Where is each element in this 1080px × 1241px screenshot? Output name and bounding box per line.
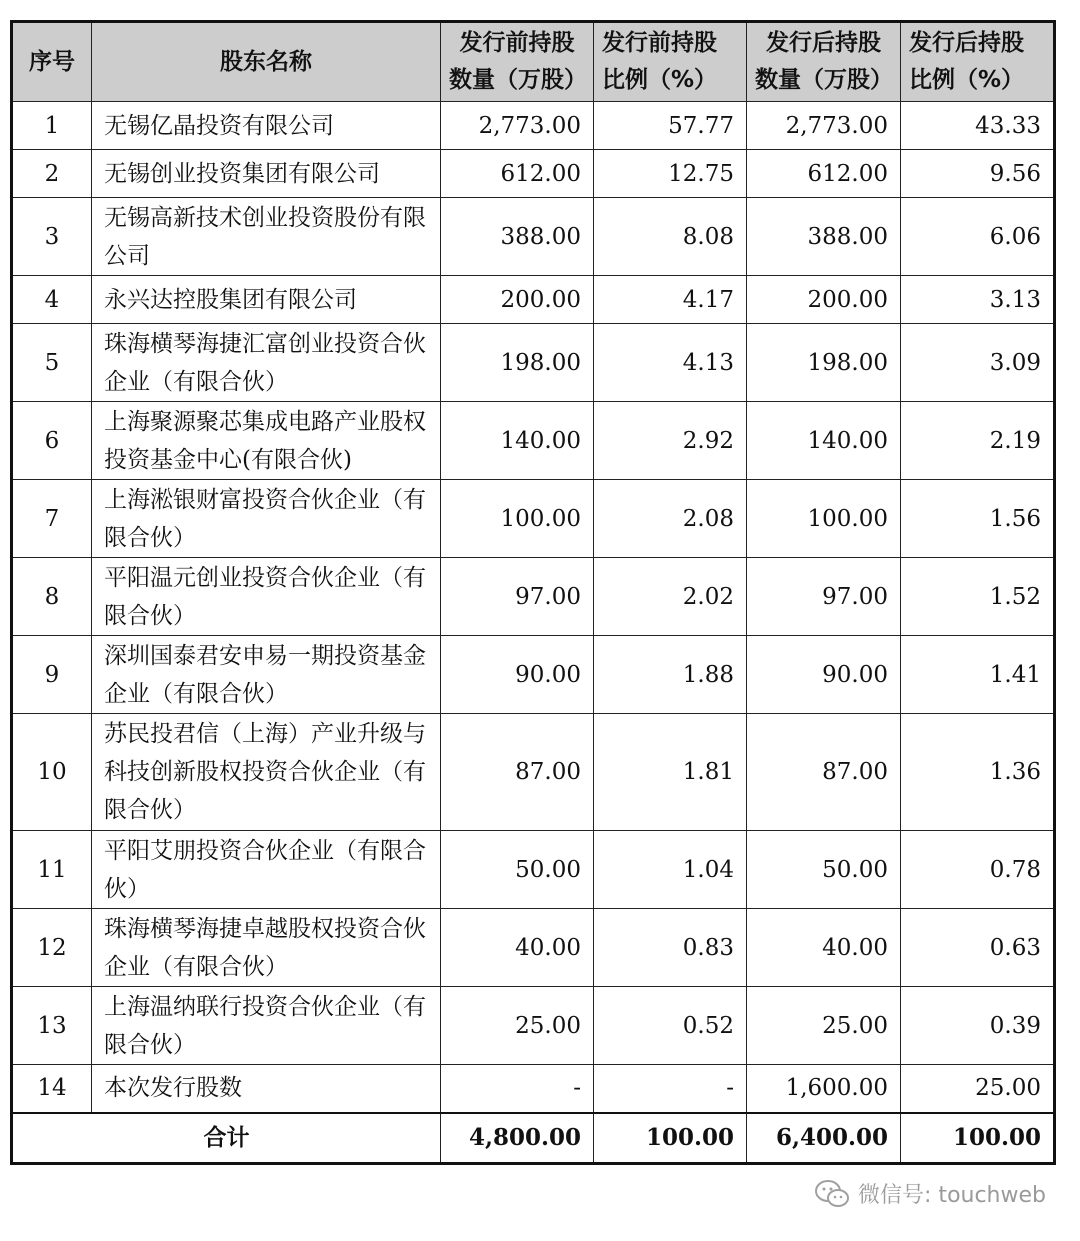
row-post-qty: 200.00 [747,276,901,324]
total-pre-pct: 100.00 [594,1113,747,1164]
row-no: 9 [12,636,92,714]
watermark [814,1178,1046,1209]
row-pre-qty: 90.00 [441,636,594,714]
row-post-pct: 0.39 [901,987,1055,1065]
table-row [12,714,1055,831]
header-post-pct: 发行后持股比例（%） [901,22,1055,102]
total-pre-qty: 4,800.00 [441,1113,594,1164]
table-row [12,831,1055,909]
row-no: 2 [12,150,92,198]
row-name: 本次发行股数 [92,1065,441,1113]
row-no: 11 [12,831,92,909]
row-pre-qty: 140.00 [441,402,594,480]
row-name: 无锡亿晶投资有限公司 [92,102,441,150]
table-row [12,402,1055,480]
row-no: 7 [12,480,92,558]
row-post-pct: 1.52 [901,558,1055,636]
row-pre-pct: 2.02 [594,558,747,636]
row-pre-qty: 100.00 [441,480,594,558]
row-name: 无锡高新技术创业投资股份有限公司 [92,198,441,276]
row-post-qty: 612.00 [747,150,901,198]
row-name: 深圳国泰君安申易一期投资基金企业（有限合伙） [92,636,441,714]
row-post-pct: 1.36 [901,714,1055,831]
row-pre-qty: 388.00 [441,198,594,276]
shareholder-table [10,20,1056,1165]
row-pre-pct: 2.08 [594,480,747,558]
total-post-pct: 100.00 [901,1113,1055,1164]
table-row [12,987,1055,1065]
row-name: 永兴达控股集团有限公司 [92,276,441,324]
table-row [12,558,1055,636]
row-post-pct: 1.56 [901,480,1055,558]
row-pre-pct: 0.52 [594,987,747,1065]
row-pre-pct: 4.17 [594,276,747,324]
header-post-qty: 发行后持股数量（万股） [747,22,901,102]
header-name: 股东名称 [92,22,441,102]
table-row [12,909,1055,987]
row-post-qty: 388.00 [747,198,901,276]
total-label: 合计 [12,1113,441,1164]
row-post-qty: 50.00 [747,831,901,909]
row-pre-pct: 12.75 [594,150,747,198]
row-pre-qty: 25.00 [441,987,594,1065]
row-post-qty: 100.00 [747,480,901,558]
row-post-qty: 25.00 [747,987,901,1065]
row-pre-qty: 87.00 [441,714,594,831]
row-no: 4 [12,276,92,324]
row-pre-pct: 0.83 [594,909,747,987]
row-post-pct: 6.06 [901,198,1055,276]
row-pre-pct: 1.81 [594,714,747,831]
row-pre-pct: - [594,1065,747,1113]
row-no: 14 [12,1065,92,1113]
row-pre-qty: 2,773.00 [441,102,594,150]
row-post-pct: 0.78 [901,831,1055,909]
watermark-text: 微信号: touchweb [858,1183,1046,1208]
row-pre-qty: 612.00 [441,150,594,198]
row-post-pct: 0.63 [901,909,1055,987]
table-row [12,198,1055,276]
row-no: 12 [12,909,92,987]
row-post-pct: 43.33 [901,102,1055,150]
row-post-qty: 2,773.00 [747,102,901,150]
row-pre-qty: 198.00 [441,324,594,402]
table-row [12,1065,1055,1113]
row-post-qty: 97.00 [747,558,901,636]
row-pre-pct: 57.77 [594,102,747,150]
row-post-qty: 40.00 [747,909,901,987]
row-pre-pct: 2.92 [594,402,747,480]
row-post-qty: 90.00 [747,636,901,714]
row-post-qty: 87.00 [747,714,901,831]
header-pre-qty: 发行前持股数量（万股） [441,22,594,102]
row-name: 珠海横琴海捷汇富创业投资合伙企业（有限合伙） [92,324,441,402]
row-name: 上海聚源聚芯集成电路产业股权投资基金中心(有限合伙) [92,402,441,480]
row-no: 6 [12,402,92,480]
table-row [12,480,1055,558]
table-row [12,636,1055,714]
row-post-pct: 3.13 [901,276,1055,324]
row-pre-qty: 97.00 [441,558,594,636]
row-post-pct: 2.19 [901,402,1055,480]
table-row [12,102,1055,150]
row-no: 8 [12,558,92,636]
total-row [12,1113,1055,1164]
row-no: 10 [12,714,92,831]
row-no: 5 [12,324,92,402]
row-post-pct: 25.00 [901,1065,1055,1113]
row-name: 珠海横琴海捷卓越股权投资合伙企业（有限合伙） [92,909,441,987]
row-no: 3 [12,198,92,276]
row-name: 上海温纳联行投资合伙企业（有限合伙） [92,987,441,1065]
table-row [12,276,1055,324]
row-name: 苏民投君信（上海）产业升级与科技创新股权投资合伙企业（有限合伙） [92,714,441,831]
row-post-pct: 9.56 [901,150,1055,198]
header-pre-pct: 发行前持股比例（%） [594,22,747,102]
header-no: 序号 [12,22,92,102]
row-post-pct: 3.09 [901,324,1055,402]
header-row [12,22,1055,102]
row-name: 无锡创业投资集团有限公司 [92,150,441,198]
row-name: 上海淞银财富投资合伙企业（有限合伙） [92,480,441,558]
row-pre-qty: 200.00 [441,276,594,324]
row-pre-pct: 4.13 [594,324,747,402]
row-post-qty: 198.00 [747,324,901,402]
row-name: 平阳艾朋投资合伙企业（有限合伙） [92,831,441,909]
table-row [12,324,1055,402]
row-post-qty: 1,600.00 [747,1065,901,1113]
total-post-qty: 6,400.00 [747,1113,901,1164]
wechat-icon [814,1179,850,1209]
row-pre-pct: 8.08 [594,198,747,276]
row-post-pct: 1.41 [901,636,1055,714]
row-no: 1 [12,102,92,150]
row-pre-qty: 50.00 [441,831,594,909]
table-row [12,150,1055,198]
row-no: 13 [12,987,92,1065]
row-pre-qty: 40.00 [441,909,594,987]
row-pre-pct: 1.04 [594,831,747,909]
row-post-qty: 140.00 [747,402,901,480]
row-name: 平阳温元创业投资合伙企业（有限合伙） [92,558,441,636]
row-pre-pct: 1.88 [594,636,747,714]
row-pre-qty: - [441,1065,594,1113]
